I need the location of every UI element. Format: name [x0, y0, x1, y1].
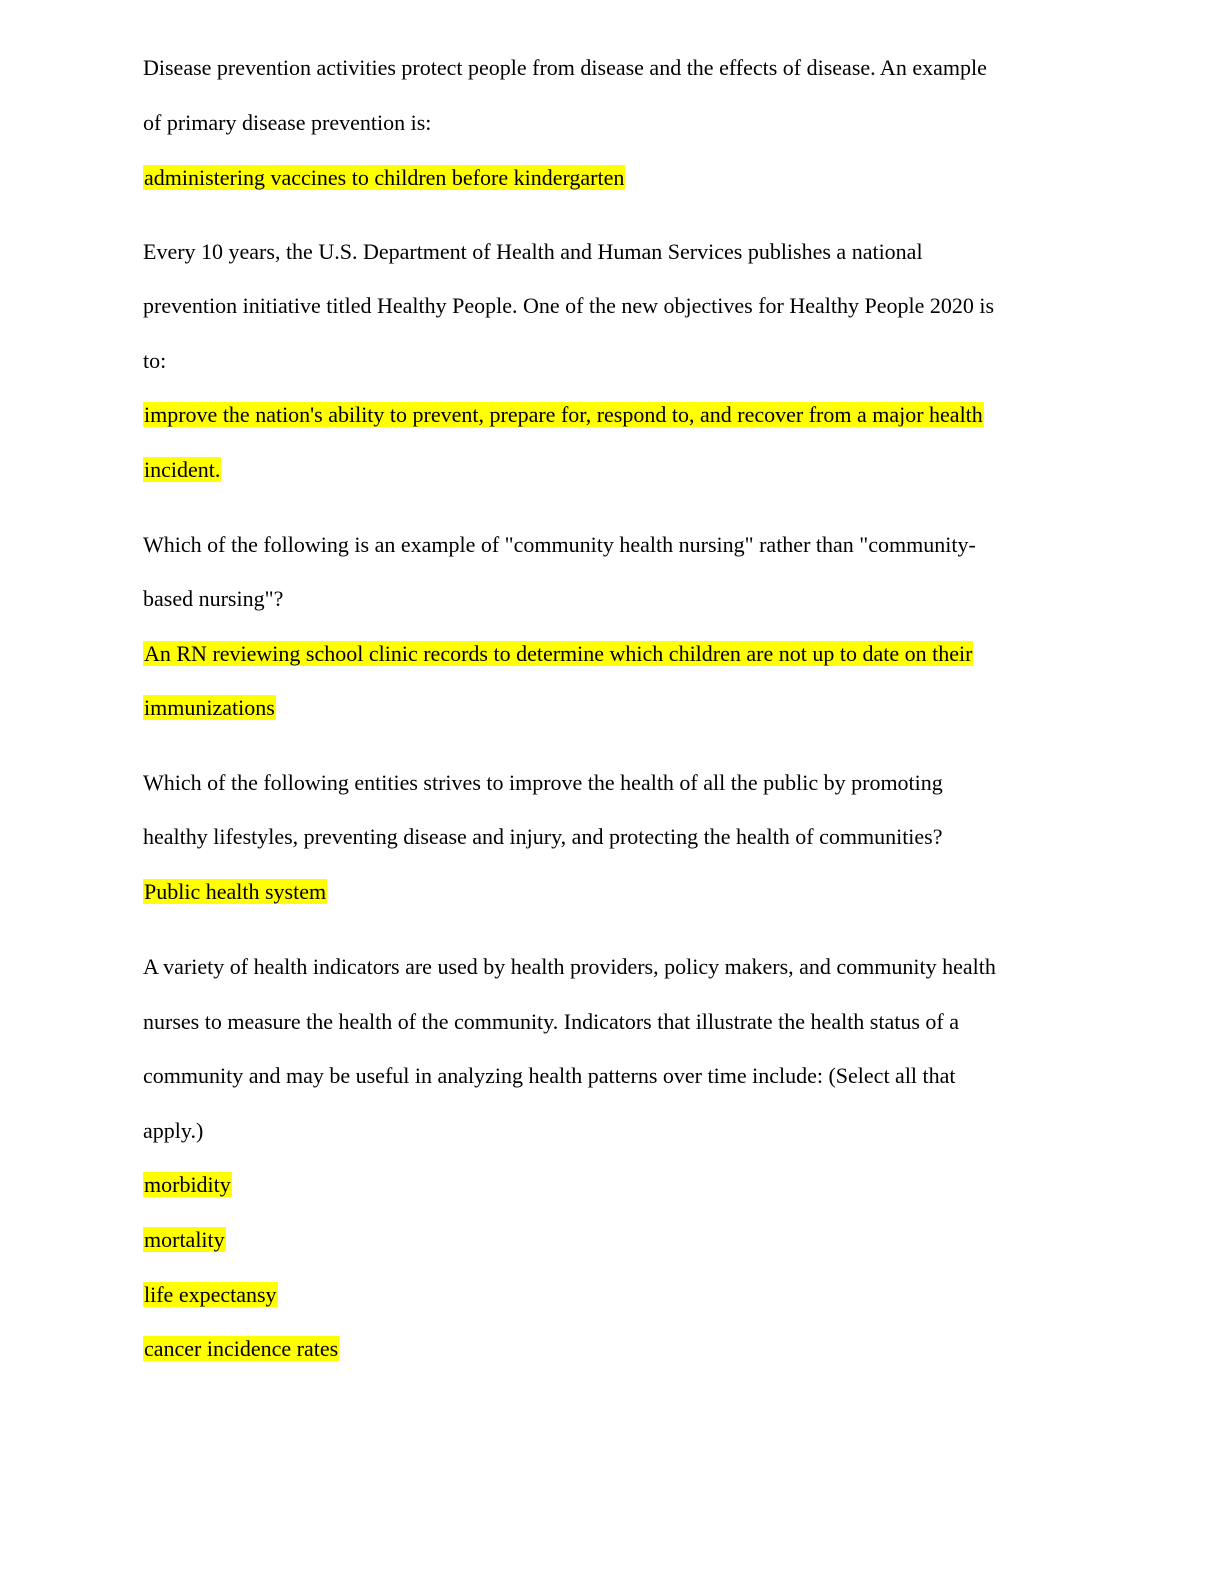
question-5-line-2: nurses to measure the health of the community. Indicators that illustrate the health status of a	[143, 1009, 960, 1034]
answer-highlight: An RN reviewing school clinic records to determine which children are not up to date on their	[144, 641, 973, 666]
answer-highlight: incident.	[144, 457, 221, 482]
question-5-line-1: A variety of health indicators are used by health providers, policy makers, and community health	[143, 954, 996, 979]
answer-highlight: Public health system	[144, 879, 327, 904]
question-3-line-2: based nursing"?	[143, 586, 284, 611]
answer-2-line-1	[143, 399, 984, 431]
question-4-line-2: healthy lifestyles, preventing disease and injury, and protecting the health of communities?	[143, 824, 943, 849]
answer-2-line-2	[143, 454, 221, 486]
question-1-line-1: Disease prevention activities protect people from disease and the effects of disease. An example	[143, 55, 987, 80]
answer-highlight: life expectansy	[144, 1282, 277, 1307]
answer-highlight: administering vaccines to children before kindergarten	[144, 165, 625, 190]
answer-highlight: improve the nation's ability to prevent, prepare for, respond to, and recover from a major health	[144, 402, 983, 427]
answer-3-line-2	[143, 692, 276, 724]
answer-5-line-3	[143, 1279, 278, 1311]
answer-highlight: morbidity	[144, 1172, 231, 1197]
question-3-line-1: Which of the following is an example of "community health nursing" rather than "community-	[143, 532, 976, 557]
answer-5-line-2	[143, 1224, 226, 1256]
answer-5-line-4	[143, 1333, 339, 1365]
question-2-line-1: Every 10 years, the U.S. Department of Health and Human Services publishes a national	[143, 239, 923, 264]
answer-4-line-1	[143, 876, 327, 908]
answer-5-line-1	[143, 1169, 232, 1201]
answer-1-line-1	[143, 162, 625, 194]
answer-highlight: mortality	[144, 1227, 225, 1252]
question-5-line-3: community and may be useful in analyzing health patterns over time include: (Select all that	[143, 1063, 956, 1088]
question-5-line-4: apply.)	[143, 1118, 204, 1143]
answer-highlight: immunizations	[144, 695, 275, 720]
answer-3-line-1	[143, 638, 973, 670]
question-4-line-1: Which of the following entities strives to improve the health of all the public by promoting	[143, 770, 943, 795]
question-2-line-2: prevention initiative titled Healthy People. One of the new objectives for Healthy People 2020 is	[143, 293, 995, 318]
question-2-line-3: to:	[143, 348, 167, 373]
question-1-line-2: of primary disease prevention is:	[143, 110, 432, 135]
answer-highlight: cancer incidence rates	[144, 1336, 339, 1361]
